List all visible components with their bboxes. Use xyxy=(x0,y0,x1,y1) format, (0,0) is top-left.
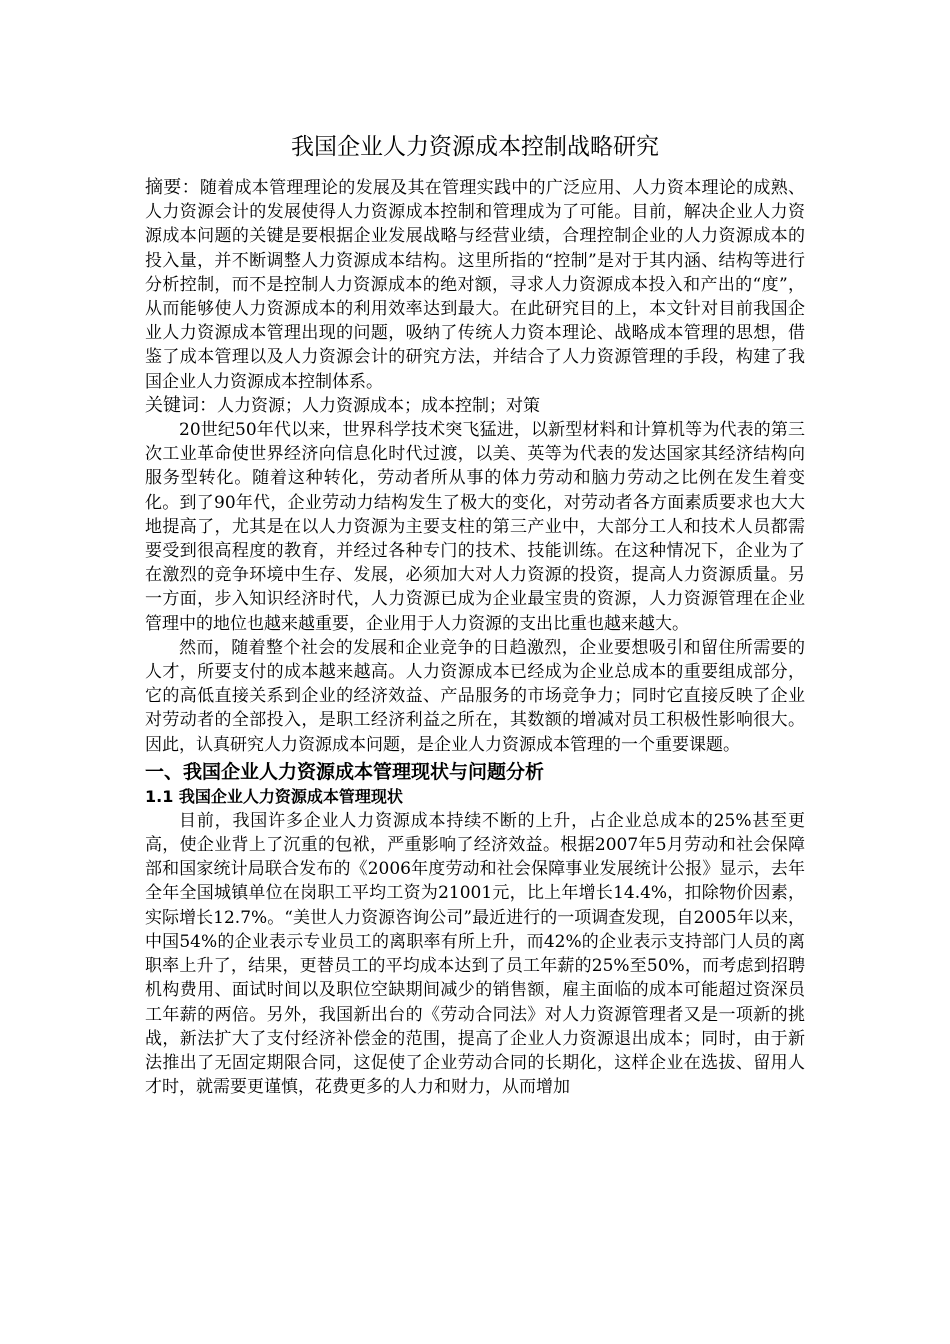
paragraph-2: 然而，随着整个社会的发展和企业竞争的日趋激烈，企业要想吸引和留住所需要的人才，所要支付的成本越来越高。人力资源成本已经成为企业总成本的重要组成部分，它的高低直接关系到企业的经济效益、产品服务的市场竞争力；同时它直接反映了企业对劳动者的全部投入，是职工经济利益之所在，其数额的增减对员工积极性影响很大。因此，认真研究人力资源成本问题，是企业人力资源成本管理的一个重要课题。 xyxy=(145,637,805,755)
section-1-heading: 一、我国企业人力资源成本管理现状与问题分析 xyxy=(145,760,545,783)
keywords-label: 关键词： xyxy=(145,394,217,416)
document-title: 我国企业人力资源成本控制战略研究 xyxy=(291,134,659,160)
abstract-text: 随着成本管理理论的发展及其在管理实践中的广泛应用、人力资本理论的成熟、人力资源会计的发展使得人力资源成本控制和管理成为了可能。目前，解决企业人力资源成本问题的关键是要根据企业发展战略与经营业绩，合理控制企业的人力资源成本的投入量，并不断调整人力资源成本结构。这里所指的“控制”是对于其内涵、结构等进行分析控制，而不是控制人力资源成本的绝对额，寻求人力资源成本投入和产出的“度”，从而能够使人力资源成本的利用效率达到最大。在此研究目的上，本文针对目前我国企业人力资源成本管理出现的问题，吸纳了传统人力资本理论、战略成本管理的思想，借鉴了成本管理以及人力资源会计的研究方法，并结合了人力资源管理的手段，构建了我国企业人力资源成本控制体系。 xyxy=(145,178,806,392)
paragraph-3: 目前，我国许多企业人力资源成本持续不断的上升，占企业总成本的25%甚至更高，使企业背上了沉重的包袱，严重影响了经济效益。根据2007年5月劳动和社会保障部和国家统计局联合发布的《2006年度劳动和社会保障事业发展统计公报》显示，去年全年全国城镇单位在岗职工平均工资为21001元，比上年增长14.4%，扣除物价因素，实际增长12.7%。“美世人力资源咨询公司”最近进行的一项调查发现，自2005年以来，中国54%的企业表示专业员工的离职率有所上升，而42%的企业表示支持部门人员的离职率上升了，结果，更替员工的平均成本达到了员工年薪的25%至50%，而考虑到招聘机构费用、面试时间以及职位空缺期间减少的销售额，雇主面临的成本可能超过资深员工年薪的两倍。另外，我国新出台的《劳动合同法》对人力资源管理者又是一项新的挑战，新法扩大了支付经济补偿金的范围，提高了企业人力资源退出成本；同时，由于新法推出了无固定期限合同，这促使了企业劳动合同的长期化，这样企业在选拔、留用人才时，就需要更谨慎，花费更多的人力和财力，从而增加 xyxy=(145,810,805,1098)
abstract xyxy=(145,176,805,394)
section-1-1-heading: 1.1 我国企业人力资源成本管理现状 xyxy=(145,786,403,806)
document-page xyxy=(145,128,805,1099)
paragraph-1: 20世纪50年代以来，世界科学技术突飞猛进，以新型材料和计算机等为代表的第三次工业革命使世界经济向信息化时代过渡，以美、英等为代表的发达国家其经济结构向服务型转化。随着这种转化，劳动者所从事的体力劳动和脑力劳动之比例在发生着变化。到了90年代，企业劳动力结构发生了极大的变化，对劳动者各方面素质要求也大大地提高了，尤其是在以人力资源为主要支柱的第三产业中，大部分工人和技术人员都需要受到很高程度的教育，并经过各种专门的技术、技能训练。在这种情况下，企业为了在激烈的竞争环境中生存、发展，必须加大对人力资源的投资，提高人力资源质量。另一方面，步入知识经济时代，人力资源已成为企业最宝贵的资源，人力资源管理在企业管理中的地位也越来越重要，企业用于人力资源的支出比重也越来越大。 xyxy=(145,420,805,634)
keywords xyxy=(145,394,805,418)
keywords-text: 人力资源；人力资源成本；成本控制；对策 xyxy=(217,395,540,416)
abstract-label: 摘要： xyxy=(145,177,200,198)
